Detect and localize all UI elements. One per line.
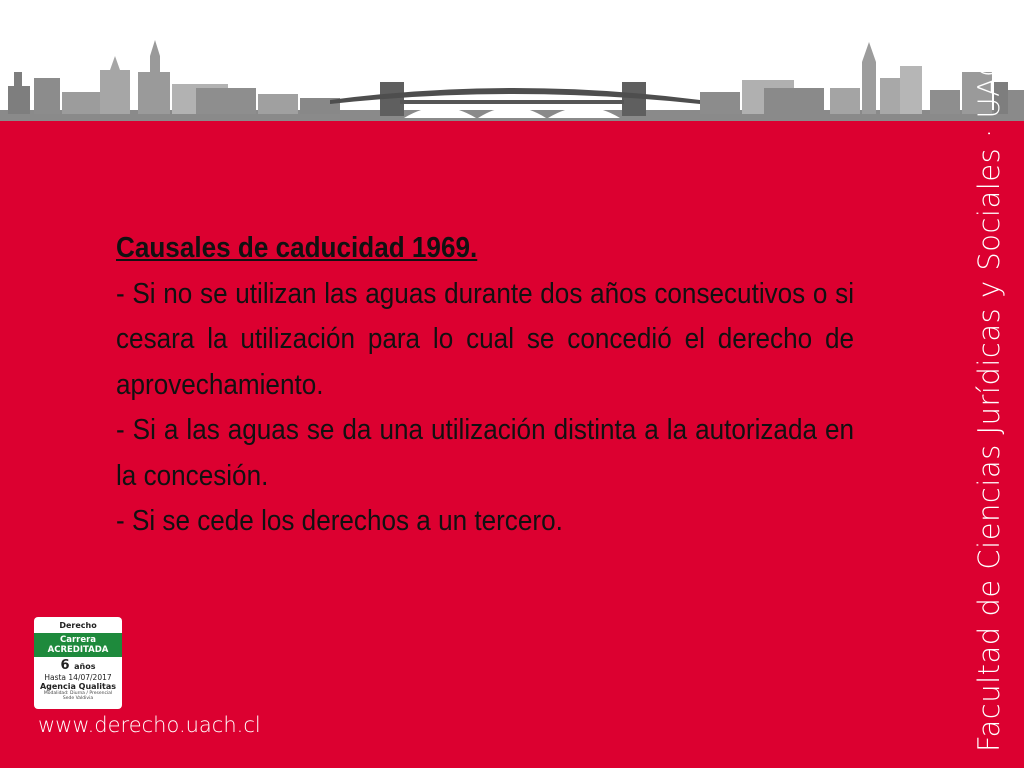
slide-title: Causales de caducidad 1969. (116, 232, 478, 264)
badge-carrera: Carrera (59, 635, 97, 645)
badge-years-number: 6 (60, 658, 70, 673)
badge-accredited-banner (34, 633, 122, 657)
badge-agency: Agencia Qualitas (39, 682, 117, 691)
city-skyline-header (0, 0, 1024, 122)
bullet-paragraph-3: - Si se cede los derechos a un tercero. (116, 505, 563, 537)
accreditation-badge (34, 617, 122, 709)
faculty-vertical-label: Facultad de Ciencias Jurídicas y Sociales · UACh (972, 37, 1006, 752)
bullet-paragraph-2: - Si a las aguas se da una utilización distinta a la autorizada en la concesión. (116, 414, 854, 492)
website-url: www.derecho.uach.cl (38, 713, 261, 737)
bullet-paragraph-1: - Si no se utilizan las aguas durante dos años consecutivos o si cesara la utilización para lo cual se concedió el derecho de aprovechamiento. (116, 277, 854, 401)
badge-campus: Sede Valdivia (62, 696, 94, 701)
slide-content (116, 226, 854, 545)
badge-until: Hasta 14/07/2017 (44, 673, 112, 682)
badge-acreditada: ACREDITADA (47, 645, 109, 655)
skyline-illustration (0, 0, 1024, 122)
badge-years (34, 659, 122, 673)
badge-years-word: años (74, 662, 96, 671)
badge-program: Derecho (59, 621, 97, 630)
badge-modality: Modalidad: Diurna / Presencial (43, 691, 113, 696)
